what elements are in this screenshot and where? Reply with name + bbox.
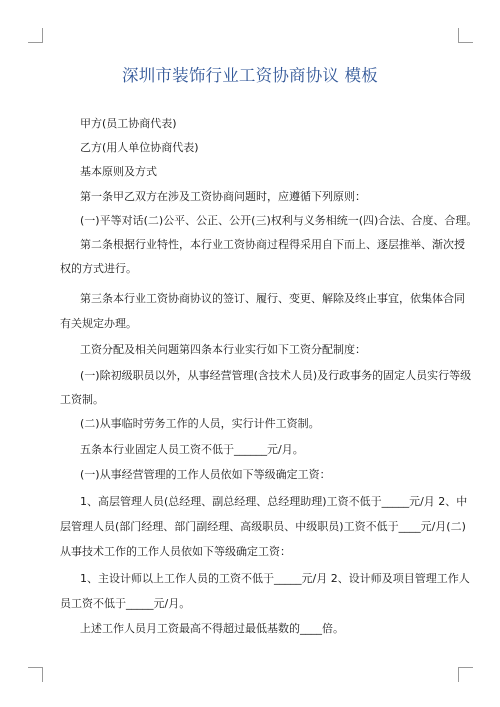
article-4-item-2: (二)从事临时劳务工作的人员，实行计件工资制。	[80, 417, 320, 430]
management-levels-line-2: 层管理人员(部门经理、部门副经理、高级职员、中级职员)工资不低于____元/月(二)	[60, 520, 466, 533]
article-2-line-1: 第二条根据行业特性，本行业工资协商过程得采用自下而上、逐层推举、渐次授	[80, 238, 465, 251]
crop-mark-bottom-right	[458, 667, 473, 682]
article-4-item-1-line-1: (一)除初级职员以外，从事经营管理(含技术人员)及行政事务的固定人员实行等级	[80, 369, 472, 382]
designer-levels-line-2: 员工资不低于_____元/月。	[60, 597, 191, 610]
article-1-line: 第一条甲乙双方在涉及工资协商问题时，应遵循下列原则：	[80, 190, 366, 203]
article-5-item-1: (一)从事经营管理的工作人员依如下等级确定工资：	[80, 468, 331, 481]
party-b-line: 乙方(用人单位协商代表)	[80, 141, 199, 154]
article-3-line-1: 第三条本行业工资协商协议的签订、履行、变更、解除及终止事宜，依集体合同	[80, 292, 465, 305]
article-4-item-1-line-2: 工资制。	[60, 393, 104, 406]
article-2-line-2: 权的方式进行。	[60, 262, 137, 275]
management-levels-line-1: 1、高层管理人员(总经理、副总经理、总经理助理)工资不低于_____元/月 2、中	[80, 495, 468, 508]
max-salary-line: 上述工作人员月工资最高不得超过最低基数的____倍。	[80, 622, 344, 635]
article-3-line-2: 有关规定办理。	[60, 317, 137, 330]
article-1-principles: (一)平等对话(二)公平、公正、公开(三)权利与义务相统一(四)合法、合度、合理。	[80, 214, 478, 227]
technical-staff-line: 从事技术工作的工作人员依如下等级确定工资：	[60, 545, 291, 558]
article-4-line: 工资分配及相关问题第四条本行业实行如下工资分配制度：	[80, 343, 366, 356]
crop-mark-bottom-left	[28, 667, 43, 682]
crop-mark-top-right	[458, 28, 473, 43]
article-5-line: 五条本行业固定人员工资不低于______元/月。	[80, 443, 304, 456]
section-heading-principles: 基本原则及方式	[80, 165, 157, 178]
crop-mark-top-left	[28, 28, 43, 43]
designer-levels-line-1: 1、主设计师以上工作人员的工资不低于_____元/月 2、设计师及项目管理工作人	[80, 572, 470, 585]
document-title: 深圳市装饰行业工资协商协议 模板	[122, 66, 378, 85]
party-a-line: 甲方(员工协商代表)	[80, 117, 177, 130]
